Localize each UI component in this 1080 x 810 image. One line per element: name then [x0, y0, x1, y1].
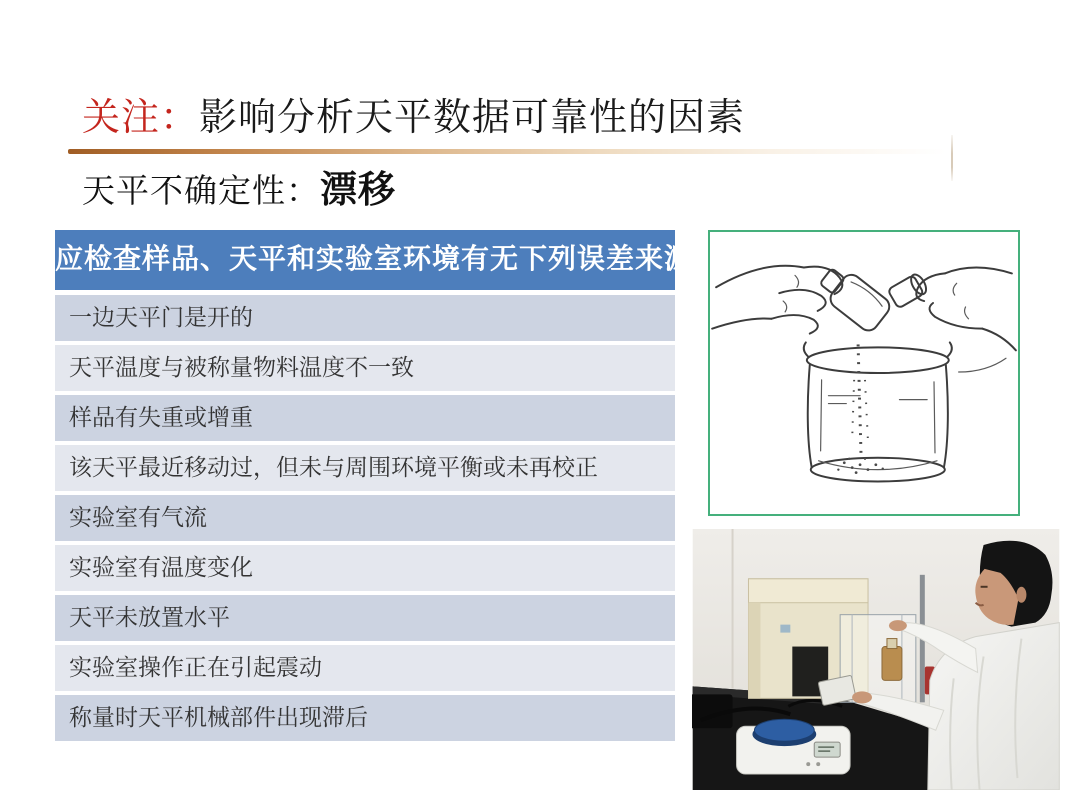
- subtitle-emphasis: 漂移: [320, 170, 396, 211]
- subtitle-label: 天平不确定性：: [82, 174, 320, 210]
- table-row: 称量时天平机械部件出现滞后: [55, 695, 675, 741]
- lab-weighing-scene: [692, 529, 1060, 790]
- table-row: 该天平最近移动过，但未与周围环境平衡或未再校正: [55, 445, 675, 491]
- weighing-pan: [754, 719, 814, 741]
- title-text: 影响分析天平数据可靠性的因素: [199, 97, 746, 139]
- page-title: [82, 96, 745, 140]
- error-sources-table: [55, 230, 694, 745]
- powder-stream: [837, 344, 884, 474]
- title-underline-rule: [68, 149, 946, 154]
- title-rule-end-tick: [951, 135, 953, 181]
- table-body: [55, 295, 675, 741]
- title-highlight: 关注：: [82, 97, 200, 139]
- table-row: 一边天平门是开的: [55, 295, 675, 341]
- table-row: 天平未放置水平: [55, 595, 675, 641]
- table-row: 样品有失重或增重: [55, 395, 675, 441]
- hand: [889, 620, 907, 631]
- sample-bottle-sketch: [814, 261, 893, 334]
- table-header: 应检查样品、天平和实验室环境有无下列误差来源: [55, 230, 675, 290]
- bottle-cap-sketch: [888, 272, 930, 309]
- left-hand-sketch: [712, 266, 842, 334]
- precision-balance: [737, 719, 851, 774]
- table-row: 实验室有气流: [55, 495, 675, 541]
- lab-weighing-photo: [692, 529, 1060, 790]
- beaker-sketch: [804, 342, 952, 481]
- table-row: 实验室操作正在引起震动: [55, 645, 675, 691]
- table-row: 天平温度与被称量物料温度不一致: [55, 345, 675, 391]
- hand: [852, 691, 872, 703]
- powder-pouring-sketch: [710, 232, 1018, 514]
- table-row: 实验室有温度变化: [55, 545, 675, 591]
- powder-pouring-illustration: [708, 230, 1020, 516]
- right-hand-sketch: [916, 267, 1016, 372]
- subtitle: [82, 170, 396, 213]
